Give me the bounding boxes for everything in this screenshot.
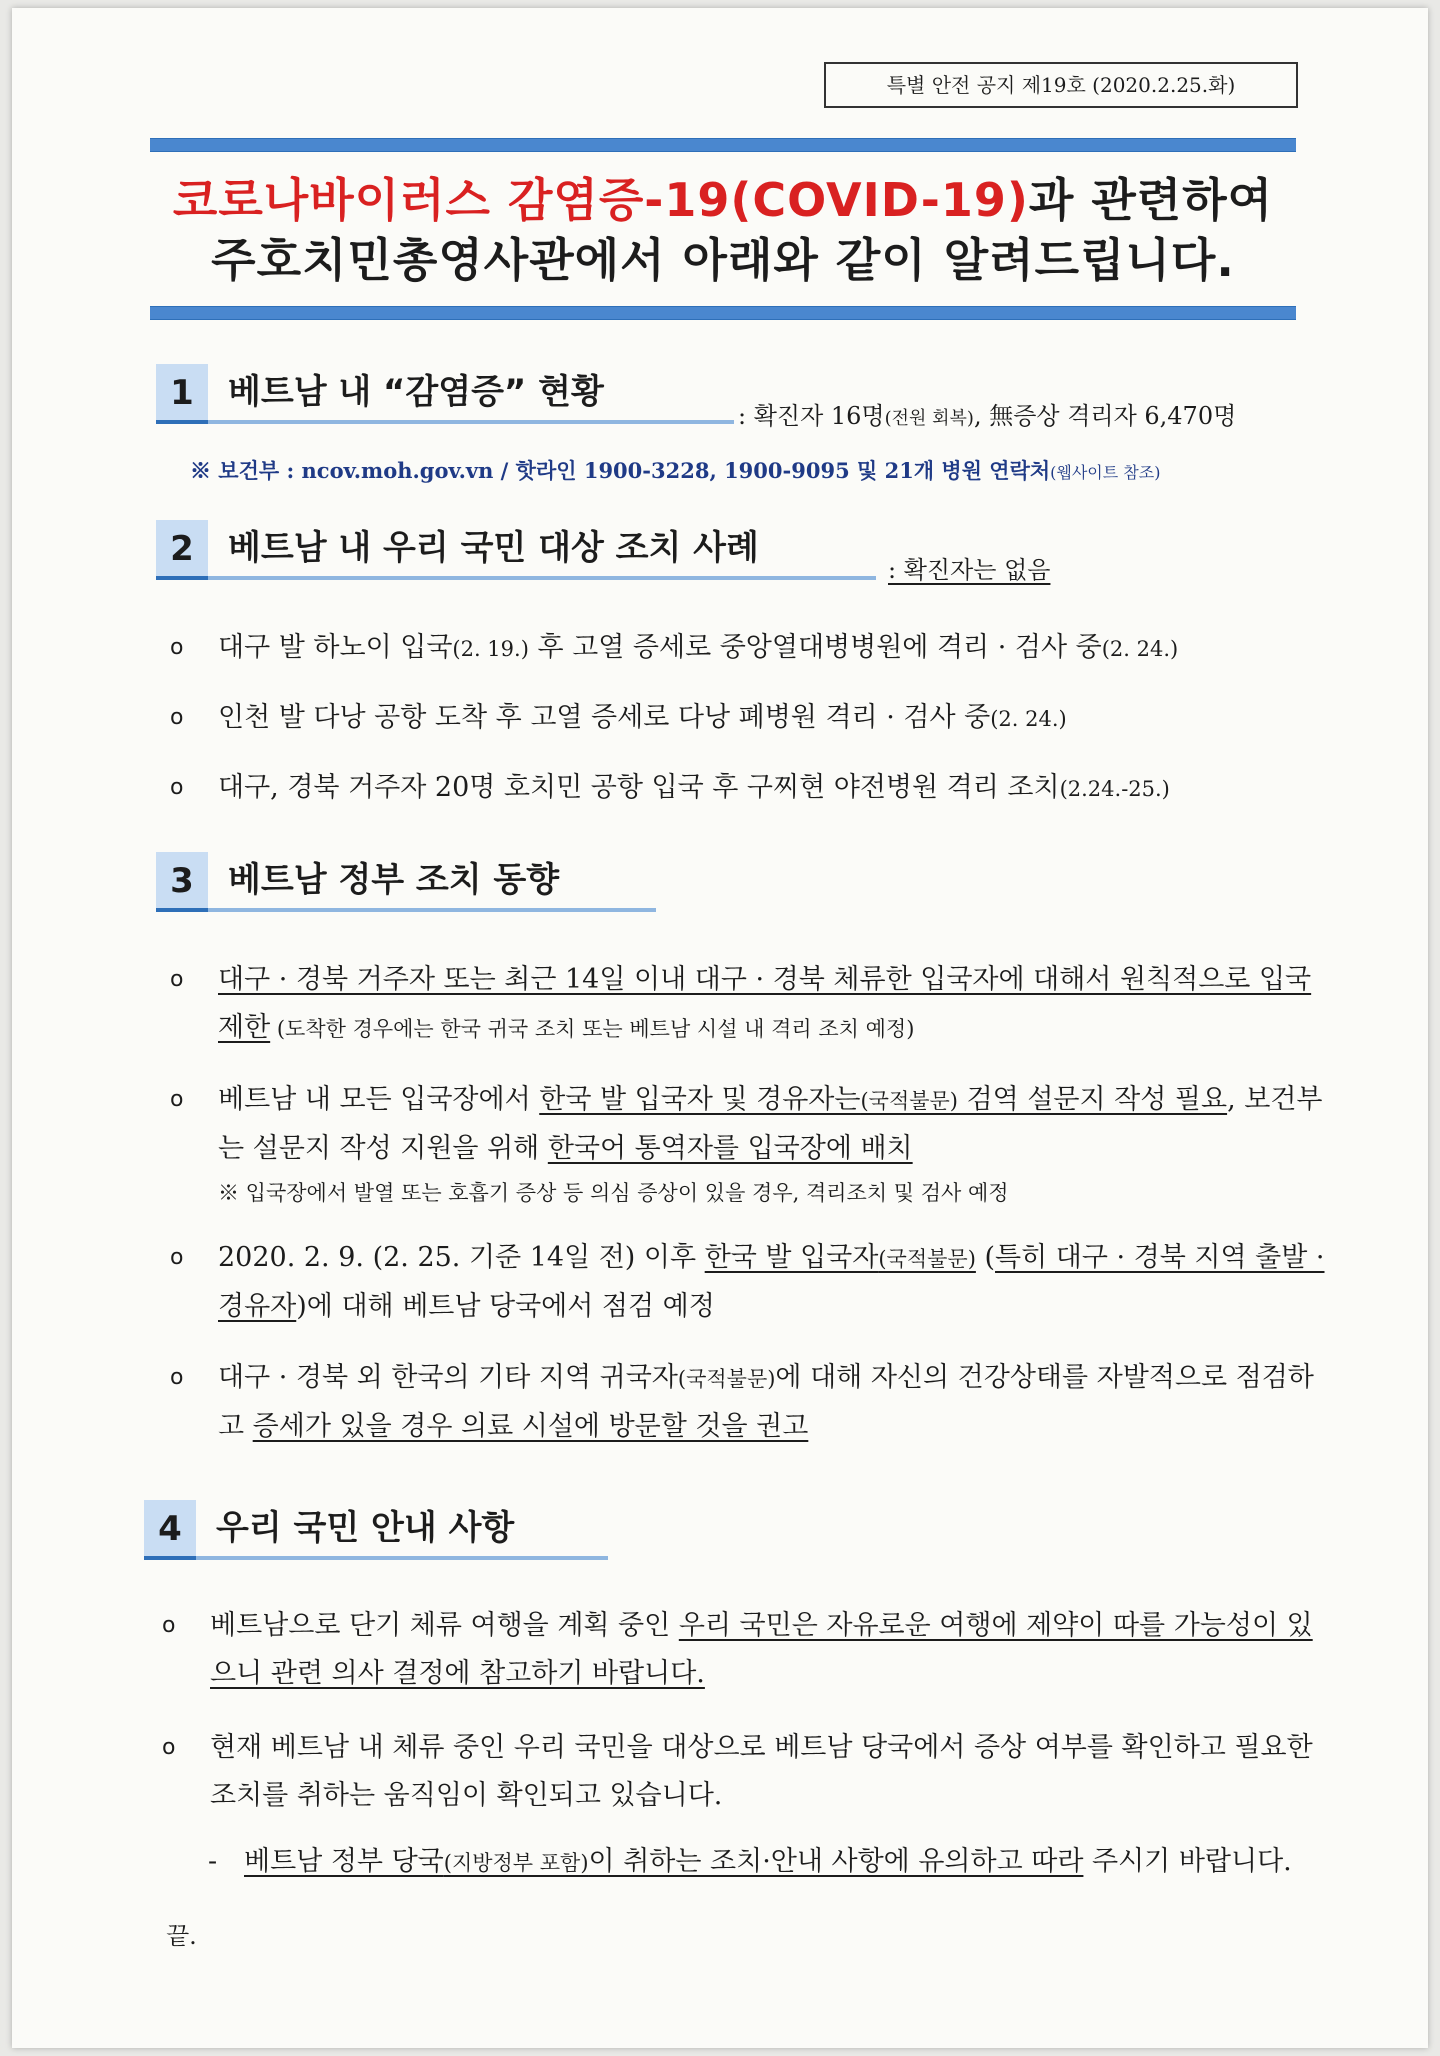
closing-request: 주시기 바랍니다. bbox=[1083, 1846, 1292, 1877]
section-3-number: 3 bbox=[156, 852, 208, 912]
local-gov-note: (지방정부 포함) bbox=[443, 1851, 589, 1875]
daegu-transit-text: 특히 대구 · 경북 지역 출발 · 경유자 bbox=[218, 1242, 1325, 1322]
bullet-mark: o bbox=[162, 1613, 176, 1638]
interpreter-text: 한국어 통역자를 입국장에 배치 bbox=[547, 1133, 913, 1164]
headline-bottom-bar bbox=[150, 306, 1296, 320]
nationality-note: (국적불문) bbox=[860, 1089, 958, 1113]
end-mark: 끝. bbox=[166, 1922, 197, 1950]
summary-confirmed: : 확진자 16명 bbox=[738, 402, 885, 430]
headline-line-1 bbox=[150, 170, 1296, 230]
summary-quarantined: , 無증상 격리자 6,470명 bbox=[973, 402, 1237, 430]
moh-contact-line bbox=[190, 456, 1160, 488]
summary-recovered: (전원 회복) bbox=[884, 408, 974, 429]
travel-restriction-advice: 우리 국민은 자유로운 여행에 제약이 따를 가능성이 있으니 관련 의사 결정에 참고하기 바랍니다. bbox=[210, 1610, 1313, 1689]
follow-guidance: 이 취하는 조치·안내 사항에 유의하고 따라 bbox=[588, 1846, 1084, 1877]
bullet-mark: o bbox=[162, 1735, 176, 1760]
section-2-bullet-2 bbox=[170, 694, 1330, 743]
travel-plan-text: 베트남으로 단기 체류 여행을 계획 중인 bbox=[210, 1610, 679, 1641]
moh-website-note: (웹사이트 참조) bbox=[1050, 463, 1161, 482]
quarantine-text: 베트남 내 모든 입국장에서 bbox=[218, 1084, 540, 1115]
section-3-bullet-2 bbox=[170, 1076, 1330, 1213]
section-1-summary bbox=[738, 400, 1236, 435]
returnee-text: 대구 · 경북 외 한국의 기타 지역 귀국자 bbox=[218, 1362, 678, 1393]
bullet-text: 인천 발 다낭 공항 도착 후 고열 증세로 다낭 폐병원 격리 · 검사 중 bbox=[218, 702, 991, 733]
section-3-bullet-1 bbox=[170, 956, 1330, 1053]
section-1-number: 1 bbox=[156, 364, 208, 424]
bullet-mark: o bbox=[170, 775, 184, 800]
headline-covid-text: 코로나바이러스 감염증-19(COVID-19) bbox=[172, 173, 1029, 227]
vietnam-authority: 베트남 정부 당국 bbox=[244, 1846, 444, 1877]
section-4-title: 우리 국민 안내 사항 bbox=[196, 1500, 608, 1560]
section-1-title: 베트남 내 “감염증” 현황 bbox=[208, 364, 734, 424]
bullet-mark: o bbox=[170, 635, 184, 660]
bullet-text: 대구, 경북 거주자 20명 호치민 공항 입국 후 구찌현 야전병원 격리 조치 bbox=[218, 772, 1060, 803]
bullet-date: (2. 19.) bbox=[452, 637, 529, 661]
section-2-number: 2 bbox=[156, 520, 208, 580]
bullet-date: (2.24.-25.) bbox=[1059, 777, 1170, 801]
bullet-text: 대구 발 하노이 입국 bbox=[218, 632, 453, 663]
entry-restriction-text: 대구 · 경북 거주자 또는 최근 14일 이내 대구 · 경북 체류한 입국자에 대해서 원칙적으로 입국 제한 bbox=[218, 964, 1312, 1043]
headline-line-1-rest: 과 관련하여 bbox=[1028, 173, 1274, 227]
section-3-bullet-3 bbox=[170, 1234, 1330, 1331]
document-page bbox=[12, 8, 1428, 2048]
inspection-target: 한국 발 입국자 bbox=[704, 1242, 879, 1273]
quarantine-text-cont: , 보건부는 설문지 작성 지원을 위해 bbox=[218, 1084, 1323, 1164]
section-4-bullet-1 bbox=[162, 1602, 1322, 1698]
paren-open: ( bbox=[975, 1242, 996, 1273]
medical-visit-advice: 증세가 있을 경우 의료 시설에 방문할 것을 권고 bbox=[252, 1411, 809, 1442]
dash-mark: - bbox=[208, 1846, 218, 1877]
section-3-bullet-4 bbox=[170, 1354, 1330, 1451]
section-3-title: 베트남 정부 조치 동향 bbox=[208, 852, 656, 912]
questionnaire-required: 검역 설문지 작성 필요 bbox=[958, 1084, 1228, 1115]
bullet-text-cont: 후 고열 증세로 중앙열대병병원에 격리 · 검사 중 bbox=[528, 632, 1102, 663]
bullet-mark: o bbox=[170, 1087, 184, 1112]
entry-restriction-note: (도착한 경우에는 한국 귀국 조치 또는 베트남 시설 내 격리 조치 예정) bbox=[270, 1017, 915, 1041]
nationality-note: (국적불문) bbox=[677, 1367, 776, 1391]
bullet-mark: o bbox=[170, 1245, 184, 1270]
bullet-mark: o bbox=[170, 1365, 184, 1390]
headline-line-2: 주호치민총영사관에서 아래와 같이 알려드립니다. bbox=[211, 233, 1235, 287]
bullet-date-2: (2. 24.) bbox=[1101, 637, 1179, 661]
notice-number-box: 특별 안전 공지 제19호 (2020.2.25.화) bbox=[824, 62, 1298, 108]
section-2-bullet-3 bbox=[170, 764, 1330, 813]
section-4-number: 4 bbox=[144, 1500, 196, 1560]
returnee-text-cont: 에 대해 자신의 건강상태를 자발적으로 점검하고 bbox=[218, 1362, 1314, 1442]
bullet-date: (2. 24.) bbox=[990, 707, 1067, 731]
inspection-text-cont: )에 대해 베트남 당국에서 점검 예정 bbox=[296, 1291, 715, 1322]
symptom-check-text: 현재 베트남 내 체류 중인 우리 국민을 대상으로 베트남 당국에서 증상 여부를 확인하고 필요한 조치를 취하는 움직임이 확인되고 있습니다. bbox=[210, 1732, 1313, 1811]
nationality-note: (국적불문) bbox=[878, 1247, 976, 1271]
quarantine-target: 한국 발 입국자 및 경유자는 bbox=[539, 1084, 861, 1115]
inspection-text: 2020. 2. 9. (2. 25. 기준 14일 전) 이후 bbox=[218, 1242, 705, 1273]
section-4-sub-item bbox=[208, 1838, 1330, 1887]
section-4-bullet-2 bbox=[162, 1724, 1322, 1820]
moh-contact-text: ※ 보건부 : ncov.moh.gov.vn / 핫라인 1900-3228, 1900-9095 및 21개 병원 연락처 bbox=[190, 458, 1051, 483]
section-2-bullet-1 bbox=[170, 624, 1330, 673]
bullet-mark: o bbox=[170, 967, 184, 992]
section-2-summary: : 확진자는 없음 bbox=[888, 556, 1051, 584]
headline-top-bar bbox=[150, 138, 1296, 152]
bullet-mark: o bbox=[170, 705, 184, 730]
section-2-title: 베트남 내 우리 국민 대상 조치 사례 bbox=[208, 520, 876, 580]
symptom-note: ※ 입국장에서 발열 또는 호흡기 증상 등 의심 증상이 있을 경우, 격리조치 및 검사 예정 bbox=[218, 1181, 1009, 1205]
